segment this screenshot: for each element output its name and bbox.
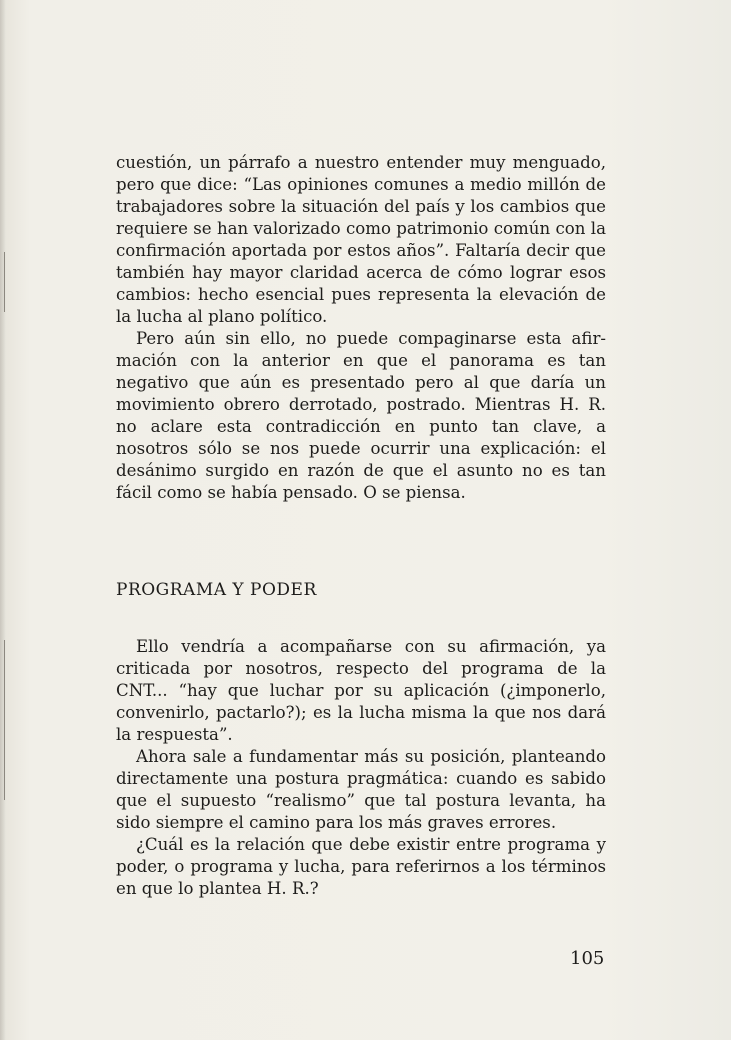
paragraph: cuestión, un párrafo a nuestro entender muy menguado, pero que dice: “Las opiniones comunes a medio millón de trabajadores sobre la situación del país y los cambios que requiere se han valorizado como patrimonio común con la confirmación aportada por estos años”. Faltaría decir que también hay mayor claridad acerca de cómo lograr esos cambios: hecho esencial pues representa la elevación de la lucha al plano político. <box>116 153 606 326</box>
paragraph: Ello vendría a acompañarse con su afirmación, ya criticada por nosotros, respecto del programa de la CNT... “hay que luchar por su aplicación (¿imponerlo, convenirlo, pactarlo?); es la lucha misma la que nos dará la respuesta”. <box>116 637 606 744</box>
page-left-edge <box>0 0 6 1040</box>
paragraph: Pero aún sin ello, no puede compaginarse esta afirmación con la anterior en que el panorama es tan negativo que aún es presentado pero al que daría un movimiento obrero derrotado, postrado. Mientras H. R. no aclare esta contradicción en punto tan clave, a nosotros sólo se nos puede ocurrir una explicación: el desánimo surgido en razón de que el asunto no es tan fácil como se había pensado. O se piensa. <box>116 329 606 502</box>
body-text-section-1 <box>116 152 606 504</box>
section-heading: PROGRAMA Y PODER <box>116 580 317 600</box>
paragraph: ¿Cuál es la relación que debe existir entre programa y poder, o programa y lucha, para referirnos a los términos en que lo plantea H. R.? <box>116 835 606 898</box>
paragraph: Ahora sale a fundamentar más su posición, planteando directamente una postura pragmática: cuando es sabido que el supuesto “realismo” que tal postura levanta, ha sido siempre el camino para los más graves errores. <box>116 747 606 832</box>
page-number: 105 <box>570 948 605 969</box>
body-text-section-2 <box>116 636 606 900</box>
margin-mark-bottom <box>4 640 5 800</box>
margin-mark-top <box>4 252 5 312</box>
